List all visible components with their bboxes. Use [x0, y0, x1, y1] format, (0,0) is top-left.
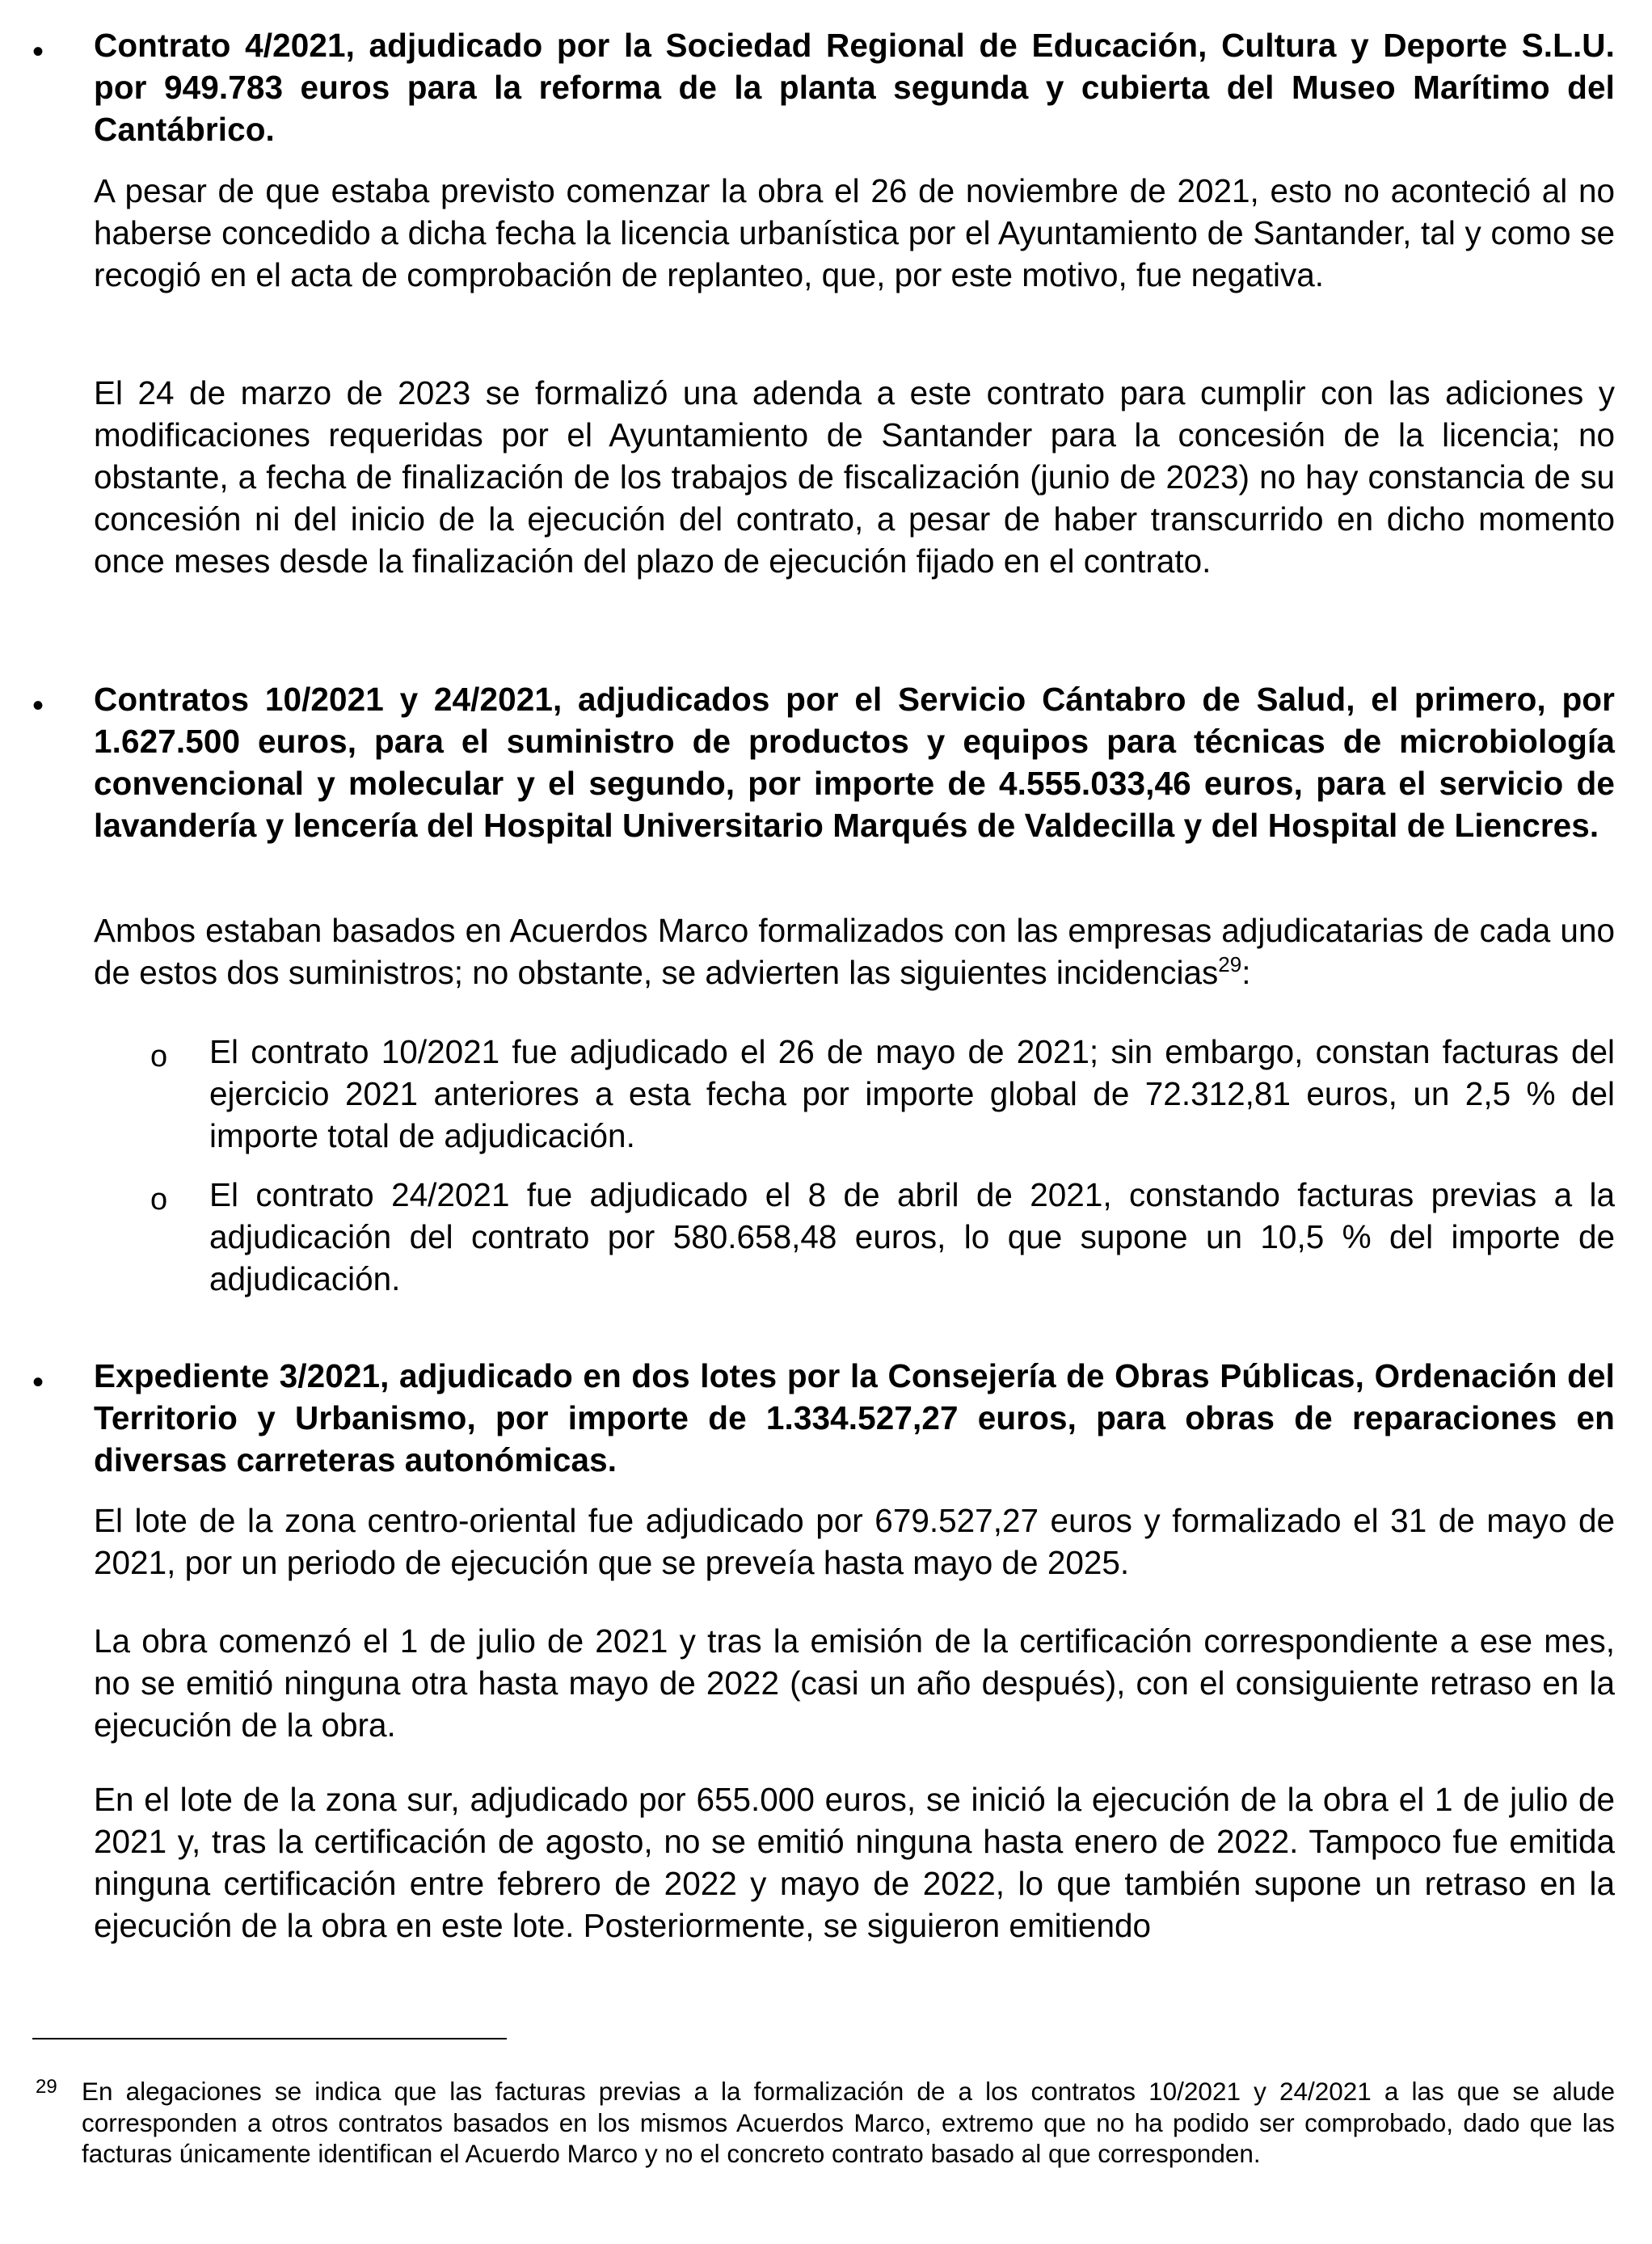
section-1-paragraph-2: El 24 de marzo de 2023 se formalizó una adenda a este contrato para cumplir con las adiciones y modificaciones requeridas por el Ayuntamiento de Santander para la concesión de la licencia; no obstante, a fecha de finalización de los trabajos de fiscalización (junio de 2023) no hay constancia de su concesión ni del inicio de la ejecución del contrato, a pesar de haber transcurrido en dicho momento once meses desde la finalización del plazo de ejecución fijado en el contrato. [94, 374, 1615, 580]
section-2-item-2: El contrato 24/2021 fue adjudicado el 8 de abril de 2021, constando facturas previas a la adjudicación del contrato por 580.658,48 euros, lo que supone un 10,5 % del importe de adjudicación. [209, 1176, 1615, 1297]
bullet-marker: • [32, 34, 44, 70]
footnote-text: En alegaciones se indica que las facturas previas a la formalización de a los contratos 10/2021 y 24/2021 a las que se alude corresponden a otros contratos basados en los mismos Acuerdos Marco, extremo que no ha podido ser comprobado, dado que las facturas únicamente identifican el Acuerdo Marco y no el concreto contrato basado al que corresponden. [82, 2077, 1615, 2168]
section-3-paragraph-2: La obra comenzó el 1 de julio de 2021 y tras la emisión de la certificación correspondiente a ese mes, no se emitió ninguna otra hasta mayo de 2022 (casi un año después), con el consiguiente retraso en la ejecución de la obra. [94, 1622, 1615, 1744]
section-3-paragraph-3: En el lote de la zona sur, adjudicado por 655.000 euros, se inició la ejecución de la obra el 1 de julio de 2021 y, tras la certificación de agosto, no se emitió ninguna hasta enero de 2022. Tampoco fue emitida ninguna certificación entre febrero de 2022 y mayo de 2022, lo que también supone un retraso en la ejecución de la obra en este lote. Posteriormente, se siguieron emitiendo [94, 1781, 1615, 1944]
footnote-reference: 29 [1218, 952, 1242, 976]
section-3-paragraph-1: El lote de la zona centro-oriental fue adjudicado por 679.527,27 euros y formalizado el 31 de mayo de 2021, por un periodo de ejecución que se preveía hasta mayo de 2025. [94, 1502, 1615, 1581]
section-3-heading: Expediente 3/2021, adjudicado en dos lotes por la Consejería de Obras Públicas, Ordenación del Territorio y Urbanismo, por importe de 1.334.527,27 euros, para obras de reparaciones en diversas carreteras autonómicas. [94, 1357, 1615, 1478]
sub-bullet-marker: o [150, 1040, 168, 1073]
section-2-item-1: El contrato 10/2021 fue adjudicado el 26 de mayo de 2021; sin embargo, constan facturas del ejercicio 2021 anteriores a esta fecha por importe global de 72.312,81 euros, un 2,5 % del importe total de adjudicación. [209, 1033, 1615, 1154]
section-2-intro [94, 909, 1615, 993]
sub-bullet-marker: o [150, 1183, 168, 1217]
footnote-separator [32, 2038, 507, 2039]
section-2-heading: Contratos 10/2021 y 24/2021, adjudicados por el Servicio Cántabro de Salud, el primero, por 1.627.500 euros, para el suministro de productos y equipos para técnicas de microbiología convencional y molecular y el segundo, por importe de 4.555.033,46 euros, para el servicio de lavandería y lencería del Hospital Universitario Marqués de Valdecilla y del Hospital de Liencres. [94, 681, 1615, 844]
bullet-marker: • [32, 1365, 44, 1400]
section-1-heading: Contrato 4/2021, adjudicado por la Sociedad Regional de Educación, Cultura y Deporte S.L.U. por 949.783 euros para la reforma de la planta segunda y cubierta del Museo Marítimo del Cantábrico. [94, 27, 1615, 148]
bullet-marker: • [32, 688, 44, 723]
footnote-number: 29 [36, 2076, 57, 2098]
section-2-intro-end: : [1241, 954, 1251, 991]
section-2-intro-text: Ambos estaban basados en Acuerdos Marco formalizados con las empresas adjudicatarias de cada uno de estos dos suministros; no obstante, se advierten las siguientes incidencias [94, 912, 1615, 991]
section-1-paragraph-1: A pesar de que estaba previsto comenzar la obra el 26 de noviembre de 2021, esto no aconteció al no haberse concedido a dicha fecha la licencia urbanística por el Ayuntamiento de Santander, tal y como se recogió en el acta de comprobación de replanteo, que, por este motivo, fue negativa. [94, 172, 1615, 293]
